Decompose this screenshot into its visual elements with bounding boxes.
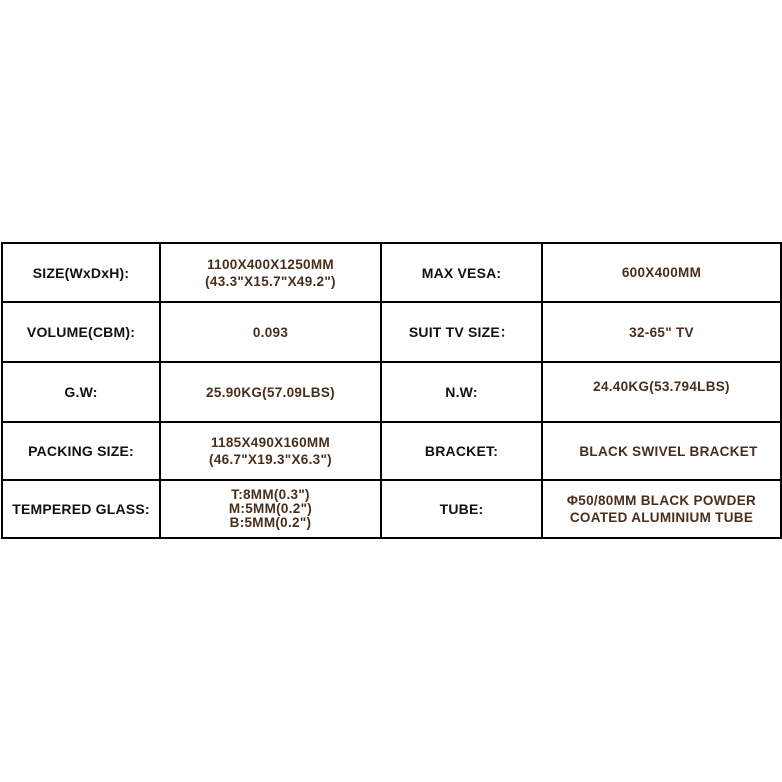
table-row-weight bbox=[2, 362, 781, 422]
bracket-label: BRACKET: bbox=[381, 422, 542, 480]
table-row-volume bbox=[2, 302, 781, 362]
size-value-line: (43.3"X15.7"X49.2") bbox=[205, 273, 336, 289]
tube-value-line: COATED ALUMINIUM TUBE bbox=[569, 510, 754, 525]
packing-size-value-line: (46.7"X19.3"X6.3") bbox=[209, 452, 332, 467]
table-row-size bbox=[2, 243, 781, 302]
size-label: SIZE(WxDxH): bbox=[2, 243, 160, 302]
volume-value bbox=[160, 302, 381, 362]
gross-weight-value-line: 25.90KG(57.09LBS) bbox=[206, 384, 335, 400]
bracket-value-line: BLACK SWIVEL BRACKET bbox=[579, 443, 758, 459]
tube-label: TUBE: bbox=[381, 480, 542, 538]
tempered-glass-value-line: B:5MM(0.2") bbox=[229, 515, 312, 530]
net-weight-value bbox=[542, 362, 781, 422]
gross-weight-label: G.W: bbox=[2, 362, 160, 422]
max-vesa-value bbox=[542, 243, 781, 302]
gross-weight-value bbox=[160, 362, 381, 422]
bracket-value bbox=[542, 422, 781, 480]
tempered-glass-value bbox=[160, 480, 381, 538]
suit-tv-size-value bbox=[542, 302, 781, 362]
net-weight-label: N.W: bbox=[381, 362, 542, 422]
table-row-packing bbox=[2, 422, 781, 480]
tempered-glass-label: TEMPERED GLASS: bbox=[2, 480, 160, 538]
table-row-glass bbox=[2, 480, 781, 538]
net-weight-value-line: 24.40KG(53.794LBS) bbox=[593, 378, 730, 394]
volume-value-line: 0.093 bbox=[252, 324, 289, 340]
packing-size-label: PACKING SIZE: bbox=[2, 422, 160, 480]
volume-label: VOLUME(CBM): bbox=[2, 302, 160, 362]
size-value bbox=[160, 243, 381, 302]
tempered-glass-value-line: M:5MM(0.2") bbox=[228, 501, 313, 516]
suit-tv-size-value-line: 32-65" TV bbox=[629, 324, 694, 340]
spec-table bbox=[1, 242, 782, 539]
packing-size-value bbox=[160, 422, 381, 480]
packing-size-value-line: 1185X490X160MM bbox=[210, 435, 331, 450]
suit-tv-size-label: SUIT TV SIZE： bbox=[381, 302, 542, 362]
tube-value-line: Φ50/80MM BLACK POWDER bbox=[566, 493, 757, 508]
size-value-line: 1100X400X1250MM bbox=[207, 256, 334, 272]
max-vesa-label: MAX VESA: bbox=[381, 243, 542, 302]
tempered-glass-value-line: T:8MM(0.3") bbox=[231, 487, 310, 502]
tube-value bbox=[542, 480, 781, 538]
max-vesa-value-line: 600X400MM bbox=[621, 265, 702, 280]
